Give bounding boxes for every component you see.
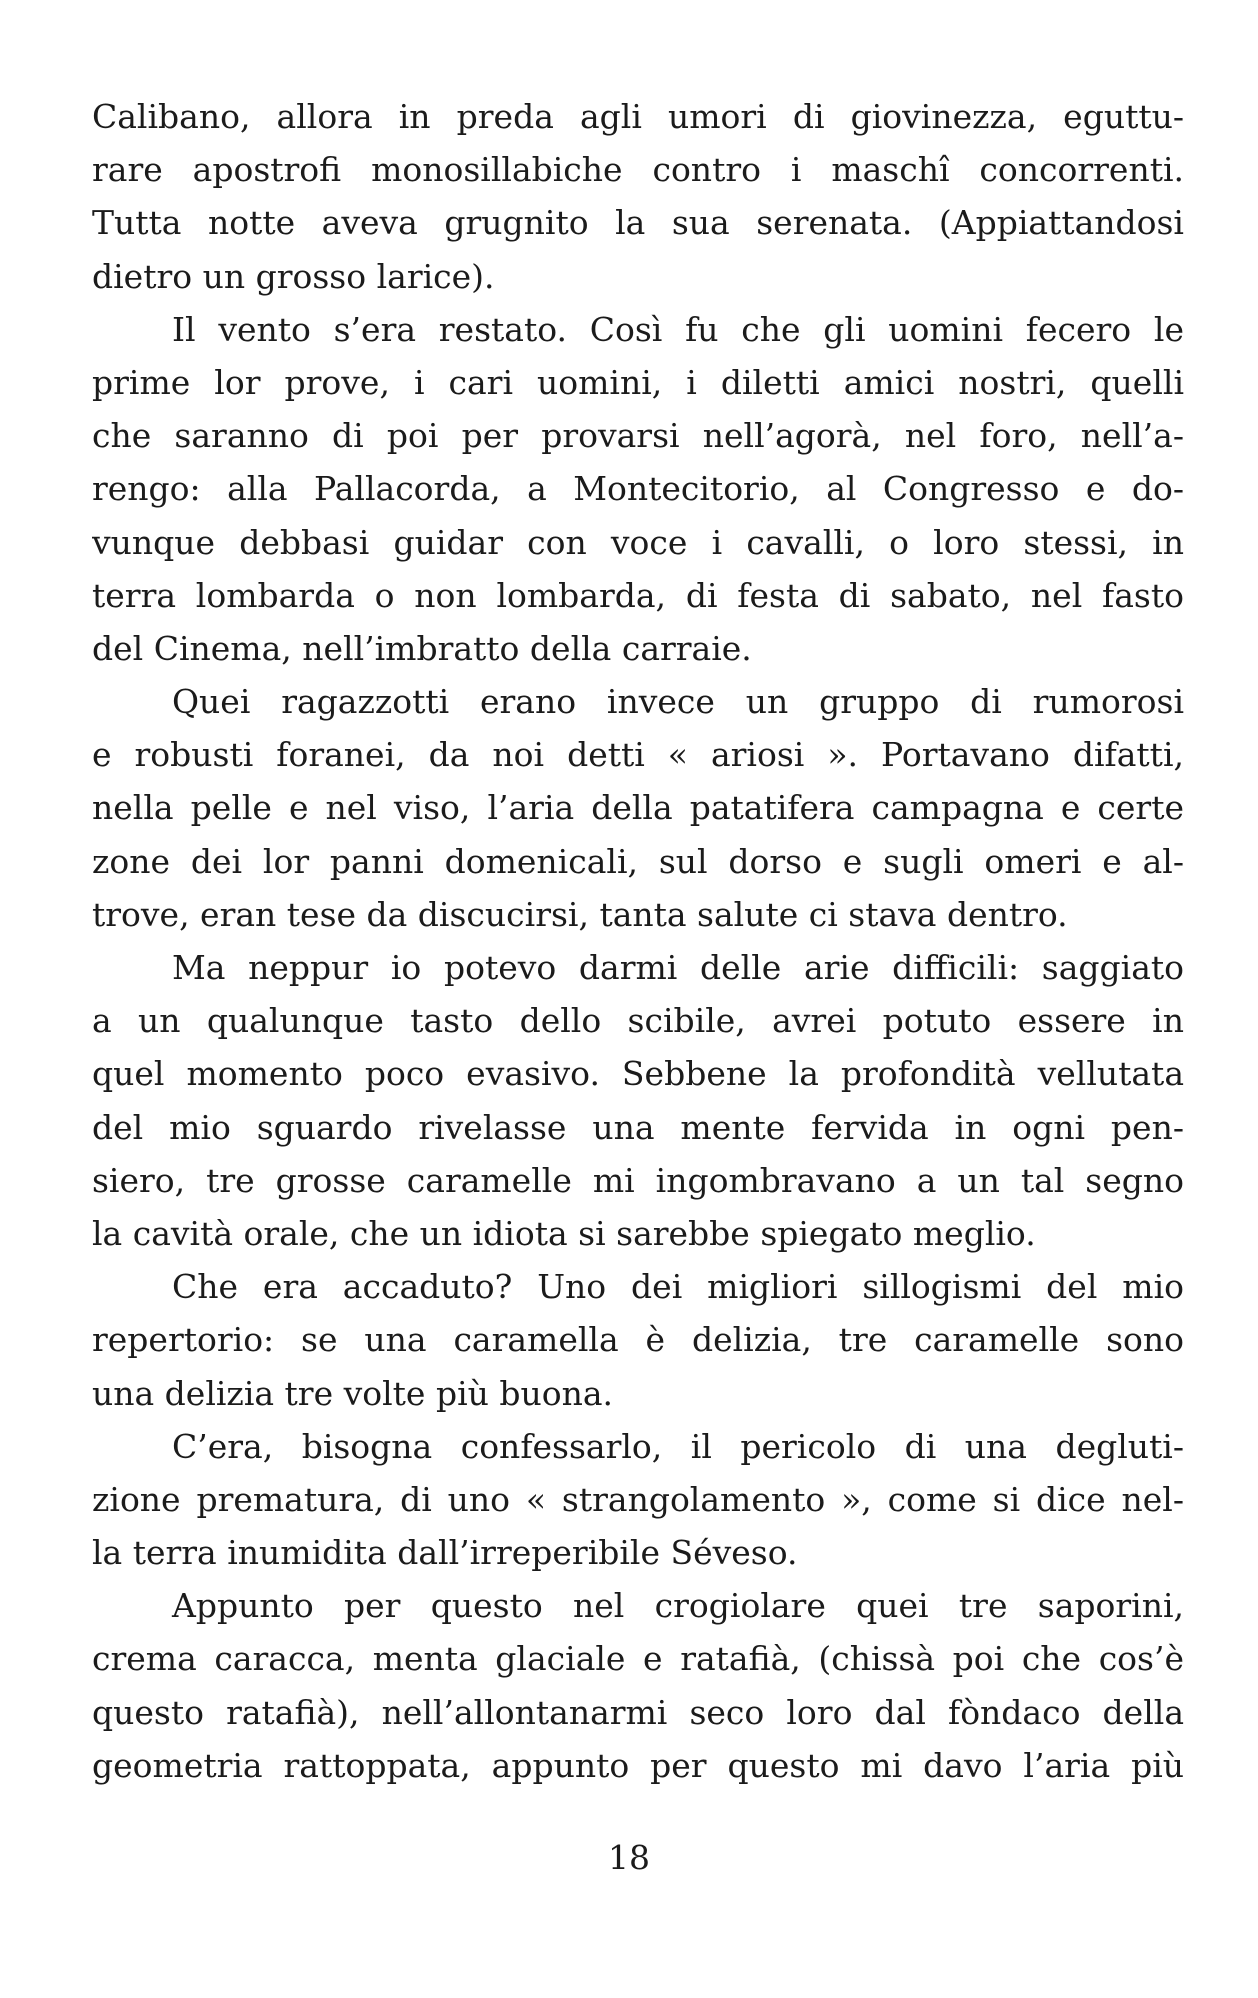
text-line: una delizia tre volte più buona. <box>92 1373 614 1413</box>
text-line: rare apostrofi monosillabiche contro i maschî concorrenti. <box>92 150 1184 190</box>
paragraph-first-line: Quei ragazzotti erano invece un gruppo di rumorosi <box>172 682 1184 722</box>
text-line: dietro un grosso larice). <box>92 256 495 296</box>
text-line: questo ratafià), nell’allontanarmi seco loro dal fòndaco della <box>92 1692 1184 1732</box>
text-line: quel momento poco evasivo. Sebbene la profondità vellutata <box>92 1054 1184 1094</box>
text-line: che saranno di poi per provarsi nell’agorà, nel foro, nell’a- <box>92 416 1184 456</box>
text-line: zone dei lor panni domenicali, sul dorso e sugli omeri e al- <box>92 841 1184 881</box>
text-line: Tutta notte aveva grugnito la sua serenata. (Appiattandosi <box>92 203 1184 243</box>
text-line: terra lombarda o non lombarda, di festa di sabato, nel fasto <box>92 575 1184 615</box>
text-line: zione prematura, di uno « strangolamento », come si dice nel- <box>92 1479 1184 1519</box>
paragraph-first-line: Che era accaduto? Uno dei migliori sillogismi del mio <box>172 1267 1184 1307</box>
paragraph-first-line: Il vento s’era restato. Così fu che gli uomini fecero le <box>172 309 1184 349</box>
text-line: trove, eran tese da discucirsi, tanta salute ci stava dentro. <box>92 894 1068 934</box>
page-number: 18 <box>608 1838 650 1877</box>
text-line: rengo: alla Pallacorda, a Montecitorio, al Congresso e do- <box>92 469 1184 509</box>
paragraph-first-line: C’era, bisogna confessarlo, il pericolo di una degluti- <box>172 1426 1184 1466</box>
text-line: repertorio: se una caramella è delizia, tre caramelle sono <box>92 1320 1184 1360</box>
text-line: geometria rattoppata, appunto per questo mi davo l’aria più <box>92 1745 1184 1785</box>
text-line: a un qualunque tasto dello scibile, avrei potuto essere in <box>92 1001 1184 1041</box>
text-line: del mio sguardo rivelasse una mente fervida in ogni pen- <box>92 1107 1184 1147</box>
paragraph-first-line: Ma neppur io potevo darmi delle arie difficili: saggiato <box>172 948 1184 987</box>
text-line: del Cinema, nell’imbratto della carraie. <box>92 628 752 668</box>
text-line: la terra inumidita dall’irreperibile Séveso. <box>92 1533 798 1573</box>
text-line: nella pelle e nel viso, l’aria della patatifera campagna e certe <box>92 788 1184 828</box>
text-line: vunque debbasi guidar con voce i cavalli, o loro stessi, in <box>92 522 1184 562</box>
text-line: crema caracca, menta glaciale e ratafià, (chissà poi che cos’è <box>92 1639 1184 1679</box>
text-line: siero, tre grosse caramelle mi ingombravano a un tal segno <box>92 1160 1184 1200</box>
text-line: la cavità orale, che un idiota si sarebbe spiegato meglio. <box>92 1213 1036 1253</box>
paragraph-first-line: Appunto per questo nel crogiolare quei tre saporini, <box>172 1586 1184 1626</box>
text-line: e robusti foranei, da noi detti « ariosi ». Portavano difatti, <box>92 735 1184 775</box>
body-text <box>92 90 1184 1792</box>
text-line: prime lor prove, i cari uomini, i diletti amici nostri, quelli <box>92 362 1184 402</box>
text-line: Calibano, allora in preda agli umori di giovinezza, eguttu- <box>92 97 1184 136</box>
